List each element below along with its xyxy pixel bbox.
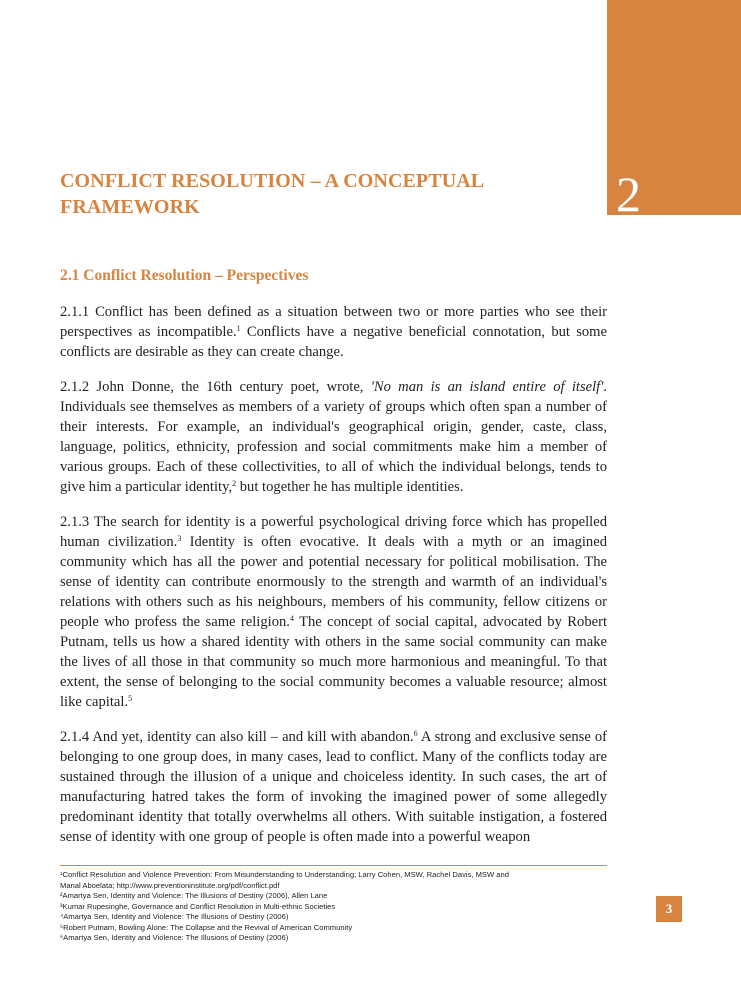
footnote-3: ³Kumar Rupesinghe, Governance and Conflict Resolution in Multi-ethnic Societies [60,901,336,911]
chapter-title-line-1: CONFLICT RESOLUTION – A CONCEPTUAL [60,170,485,192]
paragraph-text: . Individuals see themselves as members of a variety of groups which often span a number of their interests. For example, an individual's geographical origin, gender, caste, class, language, politics, ethnicity, profession and social commitments make him a member of various groups. Each of these collectivities, to all of which the individual belongs, tends to give him a particular identity, [60,379,608,495]
section-heading: 2.1 Conflict Resolution – Perspectives [60,267,309,284]
paragraph-text: 2.1.1 Conflict has been defined as a situation between two or more parties who see their perspectives as incompatible. [60,304,607,340]
footnote-6: ⁶Amartya Sen, Identity and Violence: The Illusions of Destiny (2006) [60,933,289,942]
footnote-ref: 2 [232,479,237,488]
chapter-number-block [607,0,741,222]
footnote-ref: 6 [413,729,418,738]
footnote-2: ²Amartya Sen, Identity and Violence: The Illusions of Destiny (2006), Allen Lane [60,891,328,900]
footnote-ref: 5 [128,694,133,703]
footnotes [60,870,530,944]
paragraph-text: Conflicts have a negative beneficial connotation, but some conflicts are desirable as they can create change. [60,324,608,360]
quote: 'No man is an island entire of itself' [370,379,604,395]
paragraph-text: The concept of social capital, advocated by Robert Putnam, tells us how a shared identity with others in the same social community can make the lives of all those in that community so much more harmonious and meaningful. To that extent, the sense of belonging to the social community becomes a valuable resource; almost like capital. [60,614,608,710]
chapter-number: 2 [616,166,641,222]
chapter-title [60,168,580,220]
paragraph-text: 2.1.3 The search for identity is a powerful psychological driving force which has propelled human civilization. [60,514,607,550]
paragraph-text: 2.1.2 John Donne, the 16th century poet, wrote, [60,379,371,395]
paragraph-2-1-4 [60,727,607,847]
paragraph-2-1-2 [60,377,607,497]
footnote-5: ⁵Robert Putnam, Bowling Alone: The Collapse and the Revival of American Community [60,922,353,932]
footnote-ref: 4 [289,614,294,623]
footnote-ref: 1 [236,324,241,333]
footnote-ref: 3 [177,534,182,543]
paragraph-text: but together he has multiple identities. [236,479,464,495]
footnote-divider [60,865,607,866]
chapter-title-line-2: FRAMEWORK [60,196,200,218]
body-text [60,302,607,862]
paragraph-text: 2.1.4 And yet, identity can also kill – and kill with abandon. [60,729,414,745]
paragraph-text: Identity is often evocative. It deals with a myth or an imagined community which has all the power and potential necessary for political mobilisation. The sense of identity can contribute enormously to the strength and warmth of an individual's relations with others such as his neighbours, members of his community, fellow citizens or people who profess the same religion. [60,534,607,630]
paragraph-2-1-1 [60,302,607,362]
paragraph-text: A strong and exclusive sense of belonging to one group does, in many cases, lead to conflict. Many of the conflicts today are sustained through the illusion of a unique and choiceless identity. In such cases, the art of manufacturing hatred takes the form of invoking the imagined power of some allegedly predominant identity that totally overwhelms all others. With suitable instigation, a fostered sense of identity with one group of people is often made into a powerful weapon [60,729,607,845]
paragraph-2-1-3 [60,512,607,712]
page-number: 3 [656,896,682,922]
footnote-4: ⁴Amartya Sen, Identity and Violence: The Illusions of Destiny (2006) [60,912,289,921]
footnote-1: ¹Conflict Resolution and Violence Prevention: From Misunderstanding to Understanding; Larry Cohen, MSW, Rachel Davis, MSW and Manal Aboelata; http://www.preventioninstitute.org/pdf/conflict.pdf [60,870,509,890]
